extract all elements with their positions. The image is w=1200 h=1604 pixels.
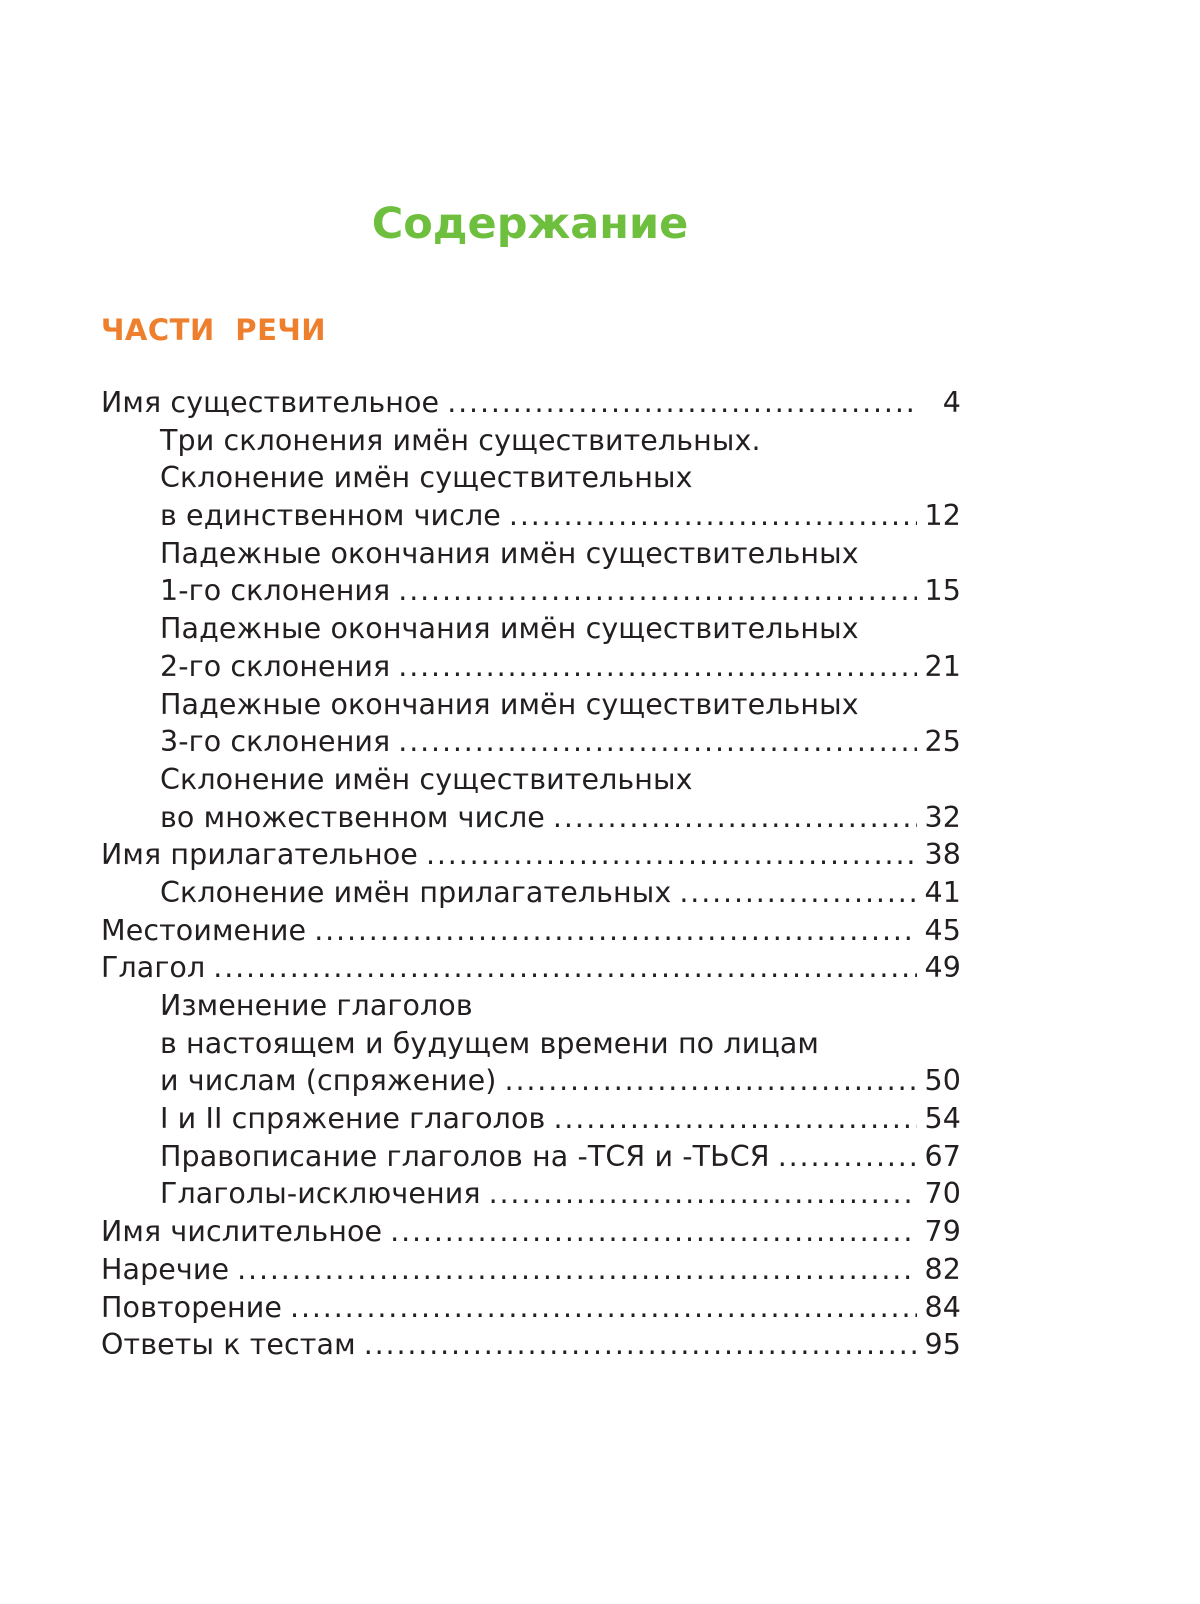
toc-entry-title: 3-го склонения <box>160 725 391 759</box>
toc-entry-title: Три склонения имён существительных. <box>160 423 761 457</box>
toc-line <box>101 761 961 799</box>
toc-line <box>101 422 961 460</box>
toc-entry-title: Имя числительное <box>101 1215 383 1249</box>
toc-entry[interactable] <box>101 836 961 874</box>
toc-page-number: 79 <box>924 1215 961 1249</box>
toc-entry[interactable] <box>101 384 961 422</box>
toc-entry[interactable] <box>101 1213 961 1251</box>
section-heading: ЧАСТИ РЕЧИ <box>101 313 327 347</box>
toc-entry-title: Падежные окончания имён существительных <box>160 687 859 721</box>
toc-entry-title: Глаголы-исключения <box>160 1177 481 1211</box>
toc-entry-title: Имя существительное <box>101 386 440 419</box>
toc-entry[interactable] <box>101 1100 961 1138</box>
toc-line <box>101 648 961 686</box>
toc-page-number: 41 <box>924 875 961 909</box>
toc-entry[interactable] <box>101 1326 961 1364</box>
toc-line <box>101 572 961 610</box>
toc-entry[interactable] <box>101 1175 961 1213</box>
dot-leader <box>364 1326 917 1364</box>
toc-page-number: 12 <box>924 499 961 533</box>
toc-line <box>101 723 961 761</box>
toc-line <box>101 1025 961 1063</box>
toc-line <box>101 384 961 422</box>
toc-line <box>101 535 961 573</box>
table-of-contents <box>101 384 961 1364</box>
toc-line <box>101 459 961 497</box>
toc-entry-title: Склонение имён существительных <box>160 762 693 796</box>
toc-entry-title: Падежные окончания имён существительных <box>160 536 859 570</box>
toc-page-number: 4 <box>942 386 961 419</box>
toc-line <box>101 1175 961 1213</box>
toc-line <box>101 836 961 874</box>
dot-leader <box>489 1175 917 1213</box>
toc-line <box>101 1289 961 1327</box>
dot-leader <box>778 1138 917 1176</box>
toc-line <box>101 1138 961 1176</box>
dot-leader <box>679 874 917 912</box>
toc-entry-title: Имя прилагательное <box>101 838 418 872</box>
dot-leader <box>398 723 917 761</box>
toc-entry-title: Склонение имён существительных <box>160 461 693 495</box>
toc-line <box>101 799 961 837</box>
toc-entry-title: I и II спряжение глаголов <box>160 1102 546 1136</box>
toc-page-number: 25 <box>924 725 961 759</box>
toc-page-number: 70 <box>924 1177 961 1211</box>
toc-entry[interactable] <box>101 686 961 761</box>
toc-line <box>101 874 961 912</box>
toc-line <box>101 1251 961 1289</box>
page-title: Содержание <box>371 199 689 249</box>
toc-entry-title: Наречие <box>101 1252 230 1286</box>
dot-leader <box>447 384 917 422</box>
toc-entry-title: Падежные окончания имён существительных <box>160 612 859 646</box>
toc-entry[interactable] <box>101 1251 961 1289</box>
toc-page-number: 21 <box>924 649 961 683</box>
dot-leader <box>553 799 917 837</box>
dot-leader <box>509 497 917 535</box>
toc-line <box>101 949 961 987</box>
toc-page-number: 45 <box>924 913 961 947</box>
toc-entry-title: в настоящем и будущем времени по лицам <box>160 1026 819 1060</box>
toc-entry-title: Правописание глаголов на -ТСЯ и -ТЬСЯ <box>160 1139 770 1173</box>
toc-entry[interactable] <box>101 949 961 987</box>
toc-line <box>101 686 961 724</box>
toc-entry[interactable] <box>101 610 961 685</box>
dot-leader <box>505 1062 917 1100</box>
dot-leader <box>398 572 917 610</box>
toc-entry-title: Местоимение <box>101 913 307 947</box>
toc-line <box>101 1100 961 1138</box>
toc-page-number: 84 <box>924 1290 961 1324</box>
toc-page-number: 54 <box>924 1102 961 1136</box>
toc-entry-title: Ответы к тестам <box>101 1328 356 1362</box>
toc-page-number: 95 <box>924 1328 961 1362</box>
toc-page-number: 32 <box>924 800 961 834</box>
toc-page-number: 67 <box>924 1139 961 1173</box>
toc-line <box>101 610 961 648</box>
toc-line <box>101 497 961 535</box>
toc-entry-title: Изменение глаголов <box>160 989 473 1022</box>
toc-entry-title: 1-го склонения <box>160 574 391 608</box>
toc-page-number: 49 <box>924 951 961 985</box>
toc-page-number: 38 <box>924 838 961 872</box>
toc-entry[interactable] <box>101 1138 961 1176</box>
toc-entry[interactable] <box>101 535 961 610</box>
toc-entry[interactable] <box>101 422 961 535</box>
toc-entry-title: в единственном числе <box>160 499 501 533</box>
toc-entry-title: 2-го склонения <box>160 649 391 683</box>
dot-leader <box>290 1289 917 1327</box>
toc-line <box>101 912 961 950</box>
toc-entry-title: и числам (спряжение) <box>160 1064 497 1098</box>
toc-page-number: 15 <box>924 574 961 608</box>
dot-leader <box>314 912 917 950</box>
toc-line <box>101 1213 961 1251</box>
toc-line <box>101 1062 961 1100</box>
dot-leader <box>213 949 917 987</box>
toc-page-number: 50 <box>924 1064 961 1098</box>
dot-leader <box>398 648 917 686</box>
toc-entry-title: Глагол <box>101 951 206 985</box>
toc-entry[interactable] <box>101 1289 961 1327</box>
toc-entry[interactable] <box>101 761 961 836</box>
toc-entry[interactable] <box>101 912 961 950</box>
toc-entry[interactable] <box>101 987 961 1100</box>
toc-entry-title: Повторение <box>101 1290 283 1324</box>
toc-line <box>101 1326 961 1364</box>
toc-entry-title: Склонение имён прилагательных <box>160 875 672 909</box>
dot-leader <box>237 1251 917 1289</box>
dot-leader <box>553 1100 917 1138</box>
dot-leader <box>390 1213 917 1251</box>
toc-page-number: 82 <box>924 1252 961 1286</box>
dot-leader <box>426 836 917 874</box>
toc-entry-title: во множественном числе <box>160 800 545 834</box>
toc-entry[interactable] <box>101 874 961 912</box>
toc-line <box>101 987 961 1025</box>
